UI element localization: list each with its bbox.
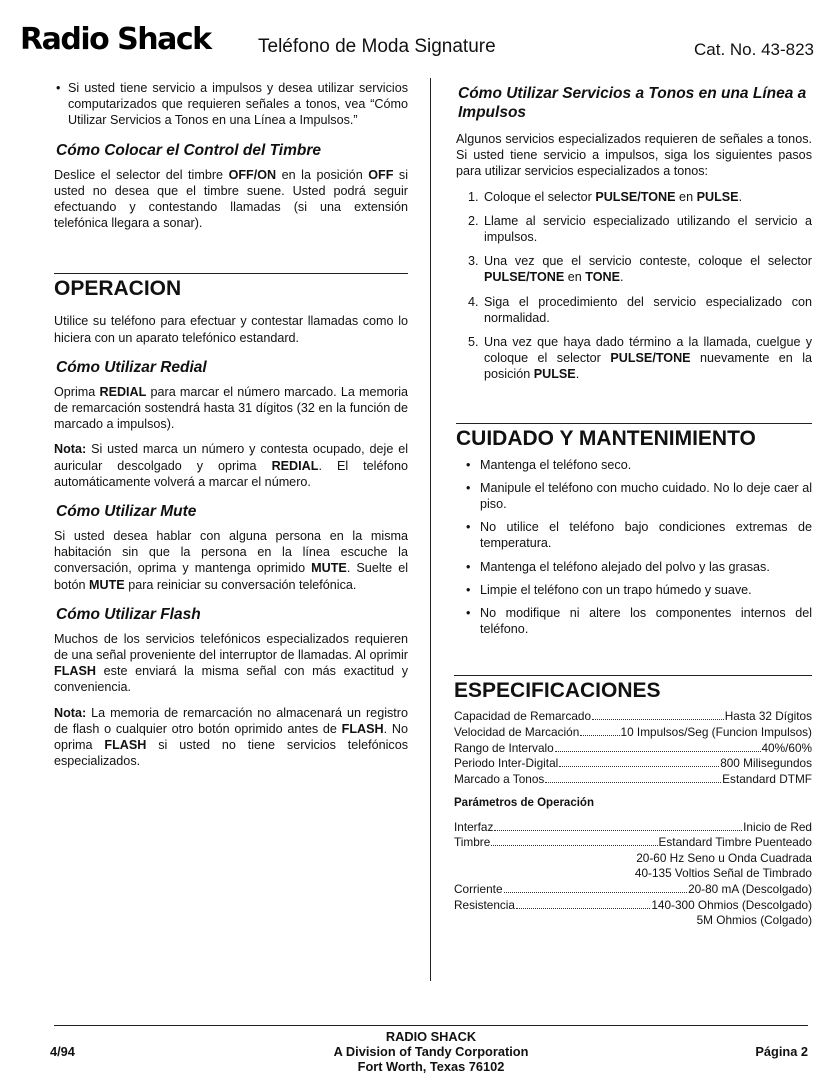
step-text: en — [564, 270, 586, 285]
bullet-icon: • — [466, 582, 471, 597]
step-number: 5. — [468, 335, 479, 350]
list-item — [466, 582, 812, 598]
step-text: Siga el procedimiento del servicio especializado con normalidad. — [484, 294, 812, 325]
param-row — [454, 820, 812, 836]
spec-value: Estandard DTMF — [722, 771, 812, 786]
flash-note-text-2: . No oprima — [54, 721, 408, 753]
spec-table — [454, 709, 812, 928]
spec-value: 10 Impulsos/Seg (Funcion Impulsos) — [620, 725, 812, 740]
note-label: Nota: — [54, 705, 87, 720]
spec-row — [454, 709, 812, 725]
step-item — [468, 213, 812, 245]
redial-note-text-2: . El teléfono automáticamente volverá a marcar el número. — [54, 458, 408, 489]
step-item — [468, 334, 812, 383]
tones-title: Cómo Utilizar Servicios a Tonos en una Línea a Impulsos — [458, 85, 807, 121]
bullet-icon: • — [56, 81, 61, 95]
footer-line-1: RADIO SHACK — [385, 1029, 477, 1044]
footer-publisher — [54, 1029, 808, 1074]
mute-key-1: MUTE — [311, 561, 347, 576]
document-title: Teléfono de Moda Signature — [258, 36, 496, 57]
flash-body — [54, 631, 408, 696]
step-key: PULSE — [533, 367, 576, 382]
spec-row — [454, 725, 812, 741]
redial-title: Cómo Utilizar Redial — [56, 358, 207, 376]
redial-note-key: REDIAL — [271, 458, 319, 473]
care-item-text: Manipule el teléfono con mucho cuidado. No lo deje caer al piso. — [480, 480, 812, 512]
care-item-text: Mantenga el teléfono seco. — [480, 457, 632, 472]
care-list — [466, 457, 812, 638]
step-key: PULSE — [696, 189, 739, 204]
mute-title: Cómo Utilizar Mute — [56, 503, 197, 521]
page-footer — [50, 1020, 808, 1076]
flash-note-key-2: FLASH — [104, 738, 147, 753]
spec-value: Hasta 32 Dígitos — [724, 709, 812, 724]
bullet-icon: • — [466, 457, 471, 472]
step-text: en — [675, 189, 697, 204]
bullet-icon: • — [466, 480, 471, 495]
param-value: 20-80 mA (Descolgado) — [688, 882, 812, 897]
spec-row — [454, 741, 812, 757]
care-item-text: No modifique ni altere los componentes internos del teléfono. — [480, 606, 812, 637]
step-text: . — [620, 270, 624, 285]
ringer-text-2: en la posición — [276, 167, 369, 182]
param-label: Resistencia — [454, 897, 515, 912]
operation-body: Utilice su teléfono para efectuar y contestar llamadas como lo hiciera con un aparato telefónico estandard. — [54, 314, 408, 345]
param-row — [454, 882, 812, 898]
footer-rule — [54, 1025, 808, 1026]
mute-text-2: . Suelte el botón — [54, 561, 408, 592]
care-item-text: No utilice el teléfono bajo condiciones extremas de temperatura. — [480, 520, 812, 551]
step-key: PULSE/TONE — [484, 270, 565, 285]
operation-title: OPERACION — [54, 273, 408, 301]
param-label: Timbre — [454, 835, 491, 850]
list-item — [466, 457, 812, 473]
note-label: Nota: — [54, 442, 87, 457]
footer-line-3: Fort Worth, Texas 76102 — [357, 1059, 505, 1074]
right-column — [456, 84, 812, 929]
step-text: nuevamente en la posición — [484, 351, 813, 382]
spec-label: Velocidad de Marcación — [454, 725, 580, 740]
param-continuation: 40-135 Voltios Señal de Timbrado — [634, 866, 812, 881]
step-text: Llame al servicio especializado utilizando el servicio a impulsos. — [484, 213, 812, 245]
flash-text-2: este enviará la misma señal con más exactitud y conveniencia. — [54, 664, 408, 695]
ringer-text-1: Deslice el selector del timbre — [54, 167, 229, 182]
mute-body — [54, 528, 408, 593]
param-value: Inicio de Red — [743, 819, 812, 834]
flash-key-1: FLASH — [54, 664, 96, 679]
step-text: . — [575, 367, 580, 382]
param-value: Estandard Timbre Puenteado — [658, 835, 812, 850]
flash-text-1: Muchos de los servicios telefónicos especializados requieren de una señal proveniente del interruptor de llamadas. Al oprimir — [54, 631, 408, 663]
tones-steps — [468, 189, 812, 383]
step-number: 4. — [468, 294, 479, 309]
redial-note — [54, 441, 408, 490]
spec-row — [454, 772, 812, 788]
spec-title: ESPECIFICACIONES — [454, 675, 812, 703]
param-value: 140-300 Ohmios (Descolgado) — [651, 897, 812, 912]
mute-text-1: Si usted desea hablar con alguna persona en la misma habitación sin que la persona en la línea escuche la conversación, oprima y mantenga oprimido — [54, 529, 408, 576]
ringer-text-3: si usted no desea que el timbre suene. Usted podrá seguir efectuando y contestando llamadas (si una extensión telefónica llegara a sonar). — [54, 167, 409, 231]
redial-text-1: Oprima — [54, 384, 100, 399]
care-item-text: Mantenga el teléfono alejado del polvo y las grasas. — [480, 559, 770, 574]
spec-value: 40%/60% — [761, 740, 812, 755]
step-key: PULSE/TONE — [610, 351, 691, 366]
column-divider — [430, 78, 431, 981]
param-row — [454, 898, 812, 914]
mute-text-3: para reiniciar su conversación telefónica. — [124, 577, 357, 592]
flash-note-text-1: La memoria de remarcación no almacenará un registro de flash o cualquier otro botón oprimido antes de — [54, 705, 408, 736]
spec-label: Capacidad de Remarcado — [454, 709, 592, 724]
spec-label: Rango de Intervalo — [454, 740, 554, 755]
step-number: 2. — [468, 213, 479, 228]
bullet-icon: • — [466, 606, 471, 621]
bullet-icon: • — [466, 559, 471, 574]
flash-note — [54, 705, 408, 770]
step-key: TONE — [585, 270, 621, 285]
care-item-text: Limpie el teléfono con un trapo húmedo y suave. — [480, 582, 752, 597]
step-text: Coloque el selector — [484, 189, 596, 204]
care-title: CUIDADO Y MANTENIMIENTO — [456, 423, 812, 451]
step-number: 1. — [468, 189, 479, 204]
spec-label: Periodo Inter-Digital — [454, 756, 559, 771]
flash-note-text-3: si usted no tiene servicios telefónicos especializados. — [54, 738, 408, 769]
radio-shack-logo: Radio Shack — [20, 22, 211, 57]
list-item — [466, 559, 812, 575]
intro-bullet — [56, 80, 408, 129]
bullet-icon: • — [466, 520, 471, 535]
left-column — [54, 80, 408, 778]
step-text: Una vez que el servicio conteste, coloque el selector — [484, 254, 812, 269]
redial-text-2: para marcar el número marcado. La memoria de remarcación sostendrá hasta 31 dígitos (32 en la función de marcado a impulsos). — [54, 384, 408, 432]
footer-date: 4/94 — [50, 1044, 75, 1059]
page-number: Página 2 — [755, 1044, 808, 1059]
redial-note-text-1: Si usted marca un número y contesta ocupado, deje el auricular descolgado y oprima — [54, 442, 408, 473]
ringer-title: Cómo Colocar el Control del Timbre — [56, 141, 321, 159]
param-label: Corriente — [454, 882, 503, 897]
list-item — [466, 519, 812, 551]
step-item — [468, 189, 812, 205]
step-item — [468, 253, 812, 285]
intro-bullet-text: Si usted tiene servicio a impulsos y desea utilizar servicios computarizados que requieren señales a tonos, vea “Cómo Utilizar Servicios a Tonos en una Línea a Impulsos.” — [68, 81, 408, 128]
step-item — [468, 294, 812, 326]
catalog-number: Cat. No. 43-823 — [693, 40, 814, 59]
param-continuation: 20-60 Hz Seno u Onda Cuadrada — [636, 850, 812, 865]
list-item — [466, 480, 812, 512]
ringer-body — [54, 167, 408, 232]
tones-body: Algunos servicios especializados requieren de señales a tonos. Si usted tiene servicio a impulsos, siga los siguientes pasos para utilizar servicios especializados a tonos: — [456, 132, 812, 179]
params-title: Parámetros de Operación — [454, 797, 594, 810]
ringer-key-offon: OFF/ON — [228, 167, 277, 182]
mute-key-2: MUTE — [89, 577, 125, 592]
param-label: Interfaz — [454, 819, 494, 834]
step-number: 3. — [468, 254, 479, 269]
page-header — [20, 22, 816, 62]
step-text: Una vez que haya dado término a la llamada, cuelgue y coloque el selector — [484, 335, 812, 366]
param-continuation: 5M Ohmios (Colgado) — [696, 913, 812, 928]
spec-row — [454, 756, 812, 772]
spec-label: Marcado a Tonos — [454, 771, 545, 786]
step-key: PULSE/TONE — [595, 189, 676, 204]
redial-key: REDIAL — [99, 384, 147, 399]
redial-body — [54, 384, 408, 433]
flash-note-key-1: FLASH — [341, 721, 384, 736]
list-item — [466, 605, 812, 637]
spec-value: 800 Milisegundos — [720, 756, 812, 771]
footer-line-2: A Division of Tandy Corporation — [333, 1044, 529, 1059]
param-row — [454, 835, 812, 851]
ringer-key-off: OFF — [368, 167, 394, 182]
flash-title: Cómo Utilizar Flash — [56, 605, 201, 623]
step-text: . — [738, 189, 743, 204]
